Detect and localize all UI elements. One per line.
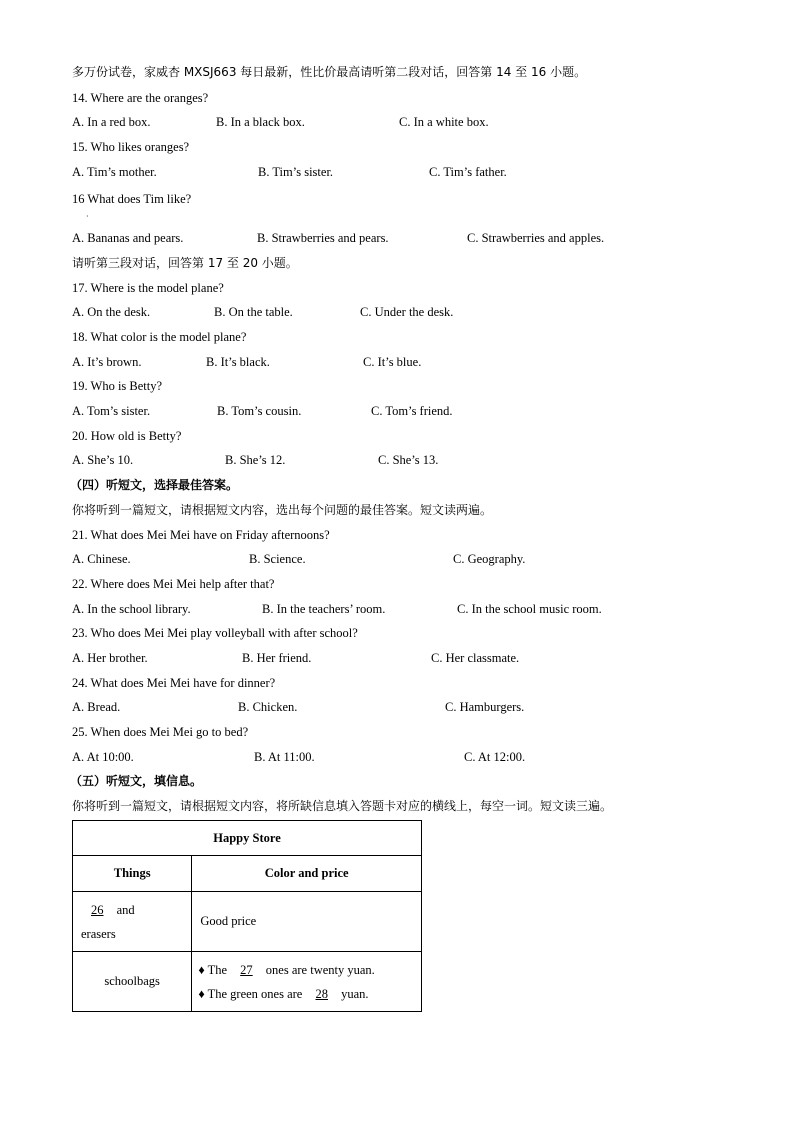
table-header-things: Things [73, 856, 192, 892]
option-20c: C. She’s 13. [378, 453, 439, 467]
question-15: 15. Who likes oranges? [72, 140, 190, 154]
option-14c: C. In a white box. [399, 115, 489, 129]
table-header-color-price: Color and price [192, 856, 422, 892]
option-18b: B. It’s black. [206, 355, 270, 369]
blank-28[interactable]: 28 [315, 986, 328, 1001]
option-14a: A. In a red box. [72, 115, 151, 129]
option-16b: B. Strawberries and pears. [257, 231, 389, 245]
option-16a: A. Bananas and pears. [72, 231, 184, 245]
option-22b: B. In the teachers’ room. [262, 602, 386, 616]
blank-27[interactable]: 27 [240, 962, 253, 977]
question-18: 18. What color is the model plane? [72, 330, 247, 344]
option-15a: A. Tim’s mother. [72, 165, 157, 179]
option-21a: A. Chinese. [72, 552, 131, 566]
option-22c: C. In the school music room. [457, 602, 602, 616]
option-19a: A. Tom’s sister. [72, 404, 151, 418]
table-cell-schoolbags: schoolbags [73, 952, 192, 1012]
erasers-label: erasers [81, 926, 116, 941]
option-20b: B. She’s 12. [225, 453, 286, 467]
option-17c: C. Under the desk. [360, 305, 454, 319]
and-label: and [116, 902, 135, 917]
line2-prefix: ♦ The green ones are [198, 986, 303, 1001]
option-15c: C. Tim’s father. [429, 165, 507, 179]
option-20a: A. She’s 10. [72, 453, 134, 467]
option-16c: C. Strawberries and apples. [467, 231, 605, 245]
table-cell-price2 [192, 952, 422, 1012]
option-24a: A. Bread. [72, 700, 121, 714]
question-19: 19. Who is Betty? [72, 379, 163, 393]
option-18a: A. It’s brown. [72, 355, 142, 369]
question-20: 20. How old is Betty? [72, 429, 182, 443]
blank-26[interactable]: 26 [91, 902, 104, 917]
question-24: 24. What does Mei Mei have for dinner? [72, 676, 276, 690]
table-cell-price1: Good price [192, 892, 422, 952]
option-19b: B. Tom’s cousin. [217, 404, 302, 418]
option-25c: C. At 12:00. [464, 750, 526, 764]
section4-title: （四）听短文，选择最佳答案。 [70, 478, 239, 492]
line1-suffix: ones are twenty yuan. [265, 962, 375, 977]
table-title: Happy Store [73, 821, 422, 856]
option-25a: A. At 10:00. [72, 750, 134, 764]
section3-intro: 请听第三段对话，回答第 17 至 20 小题。 [72, 256, 298, 270]
question-21: 21. What does Mei Mei have on Friday afternoons? [72, 528, 330, 542]
option-24b: B. Chicken. [238, 700, 298, 714]
question-17: 17. Where is the model plane? [72, 281, 224, 295]
line2-suffix: yuan. [341, 986, 369, 1001]
option-23a: A. Her brother. [72, 651, 148, 665]
option-21c: C. Geography. [453, 552, 526, 566]
line1-prefix: ♦ The [198, 962, 228, 977]
question-14: 14. Where are the oranges? [72, 91, 209, 105]
option-22a: A. In the school library. [72, 602, 191, 616]
section5-title: （五）听短文，填信息。 [70, 774, 203, 788]
option-18c: C. It’s blue. [363, 355, 422, 369]
option-23c: C. Her classmate. [431, 651, 520, 665]
question-23: 23. Who does Mei Mei play volleyball with after school? [72, 626, 358, 640]
option-24c: C. Hamburgers. [445, 700, 525, 714]
happy-store-table [72, 820, 422, 1012]
section5-intro: 你将听到一篇短文，请根据短文内容，将所缺信息填入答题卡对应的横线上，每空一词。短文读三遍。 [72, 799, 613, 813]
option-25b: B. At 11:00. [254, 750, 315, 764]
question-16: 16 What does Tim like? [72, 192, 192, 206]
question-22: 22. Where does Mei Mei help after that? [72, 577, 275, 591]
option-19c: C. Tom’s friend. [371, 404, 453, 418]
option-17b: B. On the table. [214, 305, 293, 319]
section4-intro: 你将听到一篇短文，请根据短文内容，选出每个问题的最佳答案。短文读两遍。 [72, 503, 493, 517]
option-23b: B. Her friend. [242, 651, 312, 665]
option-17a: A. On the desk. [72, 305, 151, 319]
stray-dot: · [86, 212, 89, 221]
option-14b: B. In a black box. [216, 115, 305, 129]
option-21b: B. Science. [249, 552, 306, 566]
section2-intro: 多万份试卷，家威杏 MXSJ663 每日最新，性比价最高请听第二段对话，回答第 14 至 16 小题。 [72, 65, 587, 79]
table-cell-item1 [73, 892, 192, 952]
option-15b: B. Tim’s sister. [258, 165, 334, 179]
question-25: 25. When does Mei Mei go to bed? [72, 725, 249, 739]
